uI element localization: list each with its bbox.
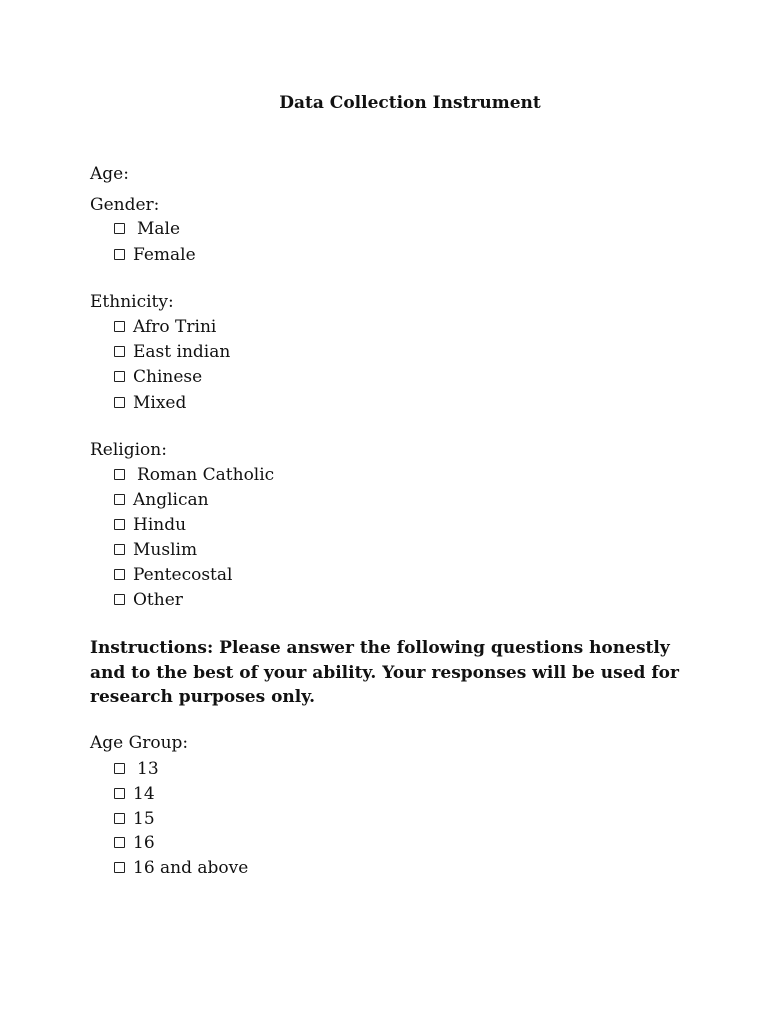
option-label: East indian — [133, 342, 231, 362]
option-label: 13 — [137, 759, 159, 779]
religion-option-other[interactable] — [114, 589, 183, 611]
checkbox[interactable] — [114, 569, 125, 580]
option-label: 14 — [133, 784, 155, 804]
option-label: Female — [133, 245, 196, 265]
checkbox[interactable] — [114, 763, 125, 774]
option-label: Roman Catholic — [137, 465, 275, 485]
religion-option-hindu[interactable] — [114, 514, 186, 536]
age-group-option-16-and-above[interactable] — [114, 857, 248, 879]
ethnicity-option-chinese[interactable] — [114, 366, 202, 388]
checkbox[interactable] — [114, 346, 125, 357]
checkbox[interactable] — [114, 321, 125, 332]
ethnicity-label: Ethnicity: — [90, 292, 174, 312]
option-label: Anglican — [133, 490, 209, 510]
checkbox[interactable] — [114, 469, 125, 480]
age-group-option-15[interactable] — [114, 808, 155, 830]
age-group-option-13[interactable] — [114, 758, 159, 780]
option-label: Pentecostal — [133, 565, 233, 585]
checkbox[interactable] — [114, 594, 125, 605]
ethnicity-option-mixed[interactable] — [114, 392, 186, 414]
age-group-option-14[interactable] — [114, 783, 155, 805]
option-label: Muslim — [133, 540, 198, 560]
religion-option-pentecostal[interactable] — [114, 564, 232, 586]
checkbox[interactable] — [114, 862, 125, 873]
gender-option-male[interactable] — [114, 218, 180, 240]
gender-label: Gender: — [90, 195, 160, 215]
document-title: Data Collection Instrument — [279, 93, 541, 113]
ethnicity-option-afro-trini[interactable] — [114, 316, 216, 338]
checkbox[interactable] — [114, 223, 125, 234]
age-label: Age: — [90, 164, 129, 184]
religion-option-anglican[interactable] — [114, 489, 209, 511]
checkbox[interactable] — [114, 837, 125, 848]
option-label: 16 — [133, 833, 155, 853]
option-label: Afro Trini — [133, 317, 217, 337]
checkbox[interactable] — [114, 544, 125, 555]
ethnicity-option-east-indian[interactable] — [114, 341, 230, 363]
option-label: 15 — [133, 809, 155, 829]
age-group-label: Age Group: — [90, 733, 189, 753]
checkbox[interactable] — [114, 371, 125, 382]
gender-option-female[interactable] — [114, 244, 196, 266]
option-label: Mixed — [133, 393, 187, 413]
religion-option-muslim[interactable] — [114, 539, 197, 561]
instructions-paragraph: Instructions: Please answer the following questions honestly and to the best of your ability. Your responses will be used for research purposes only. — [90, 638, 679, 707]
checkbox[interactable] — [114, 788, 125, 799]
religion-option-roman-catholic[interactable] — [114, 464, 274, 486]
religion-label: Religion: — [90, 440, 167, 460]
checkbox[interactable] — [114, 397, 125, 408]
checkbox[interactable] — [114, 249, 125, 260]
checkbox[interactable] — [114, 813, 125, 824]
checkbox[interactable] — [114, 519, 125, 530]
checkbox[interactable] — [114, 494, 125, 505]
option-label: Male — [137, 219, 181, 239]
age-group-option-16[interactable] — [114, 832, 155, 854]
option-label: Hindu — [133, 515, 187, 535]
option-label: Other — [133, 590, 183, 610]
option-label: Chinese — [133, 367, 203, 387]
option-label: 16 and above — [133, 858, 249, 878]
